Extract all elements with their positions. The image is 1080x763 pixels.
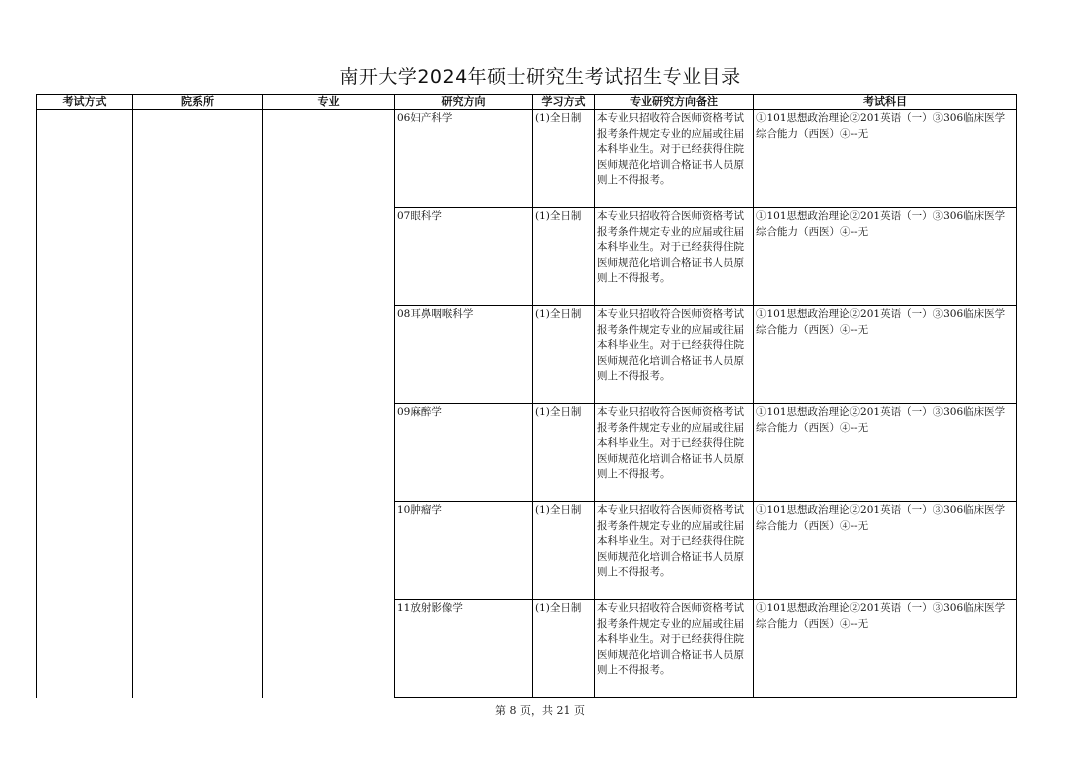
- subjects-cell: ①101思想政治理论②201英语（一）③306临床医学综合能力（西医）④--无: [754, 404, 1017, 502]
- table-header-row: [37, 95, 1017, 110]
- header-study-mode: 学习方式: [533, 95, 595, 110]
- major-cell: [263, 110, 395, 698]
- mode-cell: (1)全日制: [533, 600, 595, 698]
- mode-cell: (1)全日制: [533, 110, 595, 208]
- direction-cell: 06妇产科学: [395, 110, 533, 208]
- department-cell: [133, 110, 263, 698]
- direction-cell: 11放射影像学: [395, 600, 533, 698]
- note-cell: 本专业只招收符合医师资格考试报考条件规定专业的应届或往届本科毕业生。对于已经获得住院医师规范化培训合格证书人员原则上不得报考。: [595, 110, 754, 208]
- catalog-table: [36, 94, 1017, 698]
- header-direction-notes: 专业研究方向备注: [595, 95, 754, 110]
- subjects-cell: ①101思想政治理论②201英语（一）③306临床医学综合能力（西医）④--无: [754, 600, 1017, 698]
- mode-cell: (1)全日制: [533, 404, 595, 502]
- header-department: 院系所: [133, 95, 263, 110]
- exam-method-cell: [37, 110, 133, 698]
- note-cell: 本专业只招收符合医师资格考试报考条件规定专业的应届或往届本科毕业生。对于已经获得住院医师规范化培训合格证书人员原则上不得报考。: [595, 404, 754, 502]
- note-cell: 本专业只招收符合医师资格考试报考条件规定专业的应届或往届本科毕业生。对于已经获得住院医师规范化培训合格证书人员原则上不得报考。: [595, 208, 754, 306]
- header-research-direction: 研究方向: [395, 95, 533, 110]
- mode-cell: (1)全日制: [533, 306, 595, 404]
- mode-cell: (1)全日制: [533, 502, 595, 600]
- direction-cell: 10肿瘤学: [395, 502, 533, 600]
- note-cell: 本专业只招收符合医师资格考试报考条件规定专业的应届或往届本科毕业生。对于已经获得住院医师规范化培训合格证书人员原则上不得报考。: [595, 306, 754, 404]
- header-exam-subjects: 考试科目: [754, 95, 1017, 110]
- note-cell: 本专业只招收符合医师资格考试报考条件规定专业的应届或往届本科毕业生。对于已经获得住院医师规范化培训合格证书人员原则上不得报考。: [595, 600, 754, 698]
- mode-cell: (1)全日制: [533, 208, 595, 306]
- page-number: 第 8 页，共 21 页: [495, 704, 585, 717]
- direction-cell: 09麻醉学: [395, 404, 533, 502]
- header-exam-method: 考试方式: [37, 95, 133, 110]
- document-title: 南开大学2024年硕士研究生考试招生专业目录: [339, 66, 741, 88]
- direction-cell: 07眼科学: [395, 208, 533, 306]
- header-major: 专业: [263, 95, 395, 110]
- table-row: [37, 110, 1017, 208]
- note-cell: 本专业只招收符合医师资格考试报考条件规定专业的应届或往届本科毕业生。对于已经获得住院医师规范化培训合格证书人员原则上不得报考。: [595, 502, 754, 600]
- subjects-cell: ①101思想政治理论②201英语（一）③306临床医学综合能力（西医）④--无: [754, 306, 1017, 404]
- subjects-cell: ①101思想政治理论②201英语（一）③306临床医学综合能力（西医）④--无: [754, 502, 1017, 600]
- direction-cell: 08耳鼻咽喉科学: [395, 306, 533, 404]
- subjects-cell: ①101思想政治理论②201英语（一）③306临床医学综合能力（西医）④--无: [754, 110, 1017, 208]
- subjects-cell: ①101思想政治理论②201英语（一）③306临床医学综合能力（西医）④--无: [754, 208, 1017, 306]
